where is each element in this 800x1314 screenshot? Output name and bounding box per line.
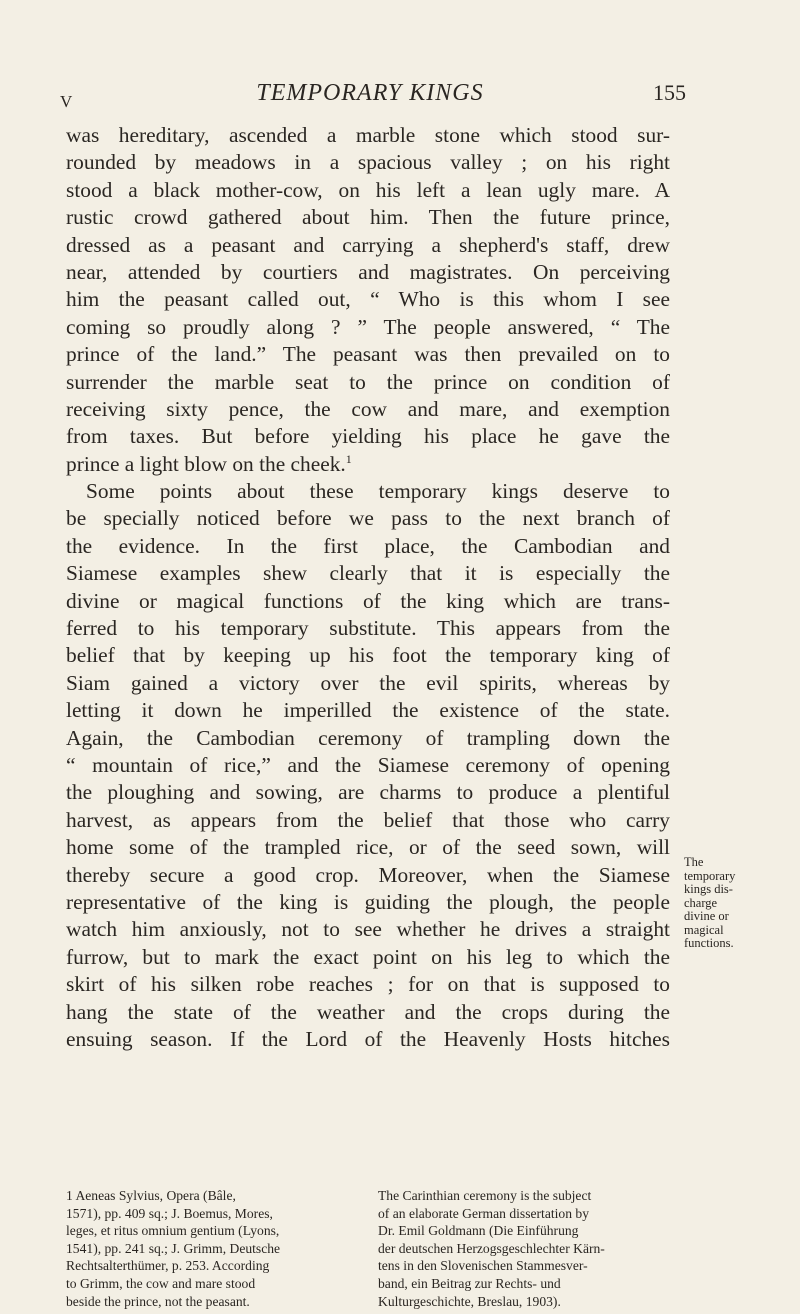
footnote-line: of an elaborate German dissertation by [378, 1205, 590, 1221]
text-line: receiving sixty pence, the cow and mare, and exemption [66, 396, 670, 421]
footnote-line: to Grimm, the cow and mare stood [66, 1275, 256, 1291]
text-line: ferred to his temporary substitute. This appears from the [66, 616, 670, 641]
text-line: representative of the king is guiding the plough, the people [66, 889, 670, 914]
footnote-line: Rechtsalterthümer, p. 253. According [66, 1258, 270, 1274]
margin-note-line: kings dis- [684, 882, 733, 896]
text-line-content: prince a light blow on the cheek. [66, 451, 346, 476]
text-line: skirt of his silken robe reaches ; for on that is supposed to [66, 972, 670, 997]
footnote-line: beside the prince, not the peasant. [66, 1293, 250, 1309]
text-line: from taxes. But before yielding his place he gave the [66, 424, 670, 449]
text-line: furrow, but to mark the exact point on his leg to which the [66, 944, 670, 969]
text-line: harvest, as appears from the belief that those who carry [66, 807, 670, 832]
text-line: be specially noticed before we pass to the next branch of [66, 506, 670, 531]
text-line: ensuing season. If the Lord of the Heavenly Hosts hitches [66, 1026, 670, 1051]
footnote-line: The Carinthian ceremony is the subject [378, 1188, 592, 1203]
text-line: coming so proudly along ? ” The people answered, “ The [66, 314, 670, 339]
margin-note-line: magical [684, 922, 724, 937]
margin-note-line: functions. [684, 936, 734, 950]
margin-note [684, 856, 764, 951]
text-line: letting it down he imperilled the existence of the state. [66, 698, 670, 723]
text-line: watch him anxiously, not to see whether he drives a straight [66, 917, 670, 942]
text-line: thereby secure a good crop. Moreover, when the Siamese [66, 862, 670, 887]
margin-note-line: The [684, 855, 704, 869]
footnote-line: Dr. Emil Goldmann (Die Einführung [378, 1223, 579, 1239]
footnote-line: der deutschen Herzogsgeschlechter Kärn- [378, 1240, 605, 1256]
footnote-line: 1 Aeneas Sylvius, Opera (Bâle, [66, 1188, 236, 1203]
body-text [66, 122, 670, 1053]
text-line: Again, the Cambodian ceremony of trampling down the [66, 725, 670, 750]
text-line: stood a black mother-cow, on his left a lean ugly mare. A [66, 177, 670, 202]
footnote-line: leges, et ritus omnium gentium (Lyons, [66, 1223, 280, 1239]
text-line: him the peasant called out, “ Who is this whom I see [66, 287, 670, 312]
text-line: hang the state of the weather and the crops during the [66, 999, 670, 1024]
footnote-line: Kulturgeschichte, Breslau, 1903). [378, 1293, 561, 1309]
footnote-line: tens in den Slovenischen Stammesver- [378, 1258, 588, 1274]
text-line: rounded by meadows in a spacious valley ; on his right [66, 150, 670, 175]
margin-note-line: temporary [684, 868, 736, 883]
footnote-column-left [66, 1187, 358, 1310]
text-line: the evidence. In the first place, the Cambodian and [66, 533, 670, 558]
text-line: near, attended by courtiers and magistrates. On perceiving [66, 259, 670, 284]
text-line: prince of the land.” The peasant was then prevailed on to [66, 342, 670, 367]
page-number: 155 [653, 80, 686, 105]
paragraph-start-line: Some points about these temporary kings deserve to [86, 479, 670, 504]
running-title: TEMPORARY KINGS [256, 80, 484, 106]
footnote-marker: 1 [345, 451, 352, 466]
text-line: home some of the trampled rice, or of the seed sown, will [66, 835, 670, 860]
text-line: surrender the marble seat to the prince on condition of [66, 369, 670, 394]
text-line: Siam gained a victory over the evil spirits, whereas by [66, 670, 670, 695]
margin-note-line: charge [684, 895, 718, 910]
footnote-line: band, ein Beitrag zur Rechts- und [378, 1275, 561, 1291]
footnote-column-right [378, 1187, 670, 1310]
text-line: Siamese examples shew clearly that it is especially the [66, 561, 670, 586]
signature-mark: V [60, 92, 73, 111]
text-line: was hereditary, ascended a marble stone which stood sur- [66, 123, 670, 147]
text-line: “ mountain of rice,” and the Siamese ceremony of opening [66, 752, 670, 777]
text-line: divine or magical functions of the king which are trans- [66, 588, 670, 613]
text-line: the ploughing and sowing, are charms to produce a plentiful [66, 780, 670, 805]
text-line: belief that by keeping up his foot the temporary king of [66, 643, 670, 668]
text-line-with-footnote [66, 451, 670, 478]
footnote-line: 1571), pp. 409 sq.; J. Boemus, Mores, [66, 1205, 273, 1221]
text-line: rustic crowd gathered about him. Then the future prince, [66, 205, 670, 230]
text-line: dressed as a peasant and carrying a shepherd's staff, drew [66, 232, 670, 257]
footnote-line: 1541), pp. 241 sq.; J. Grimm, Deutsche [66, 1240, 281, 1256]
running-header [60, 80, 686, 111]
margin-note-line: divine or [684, 909, 729, 923]
